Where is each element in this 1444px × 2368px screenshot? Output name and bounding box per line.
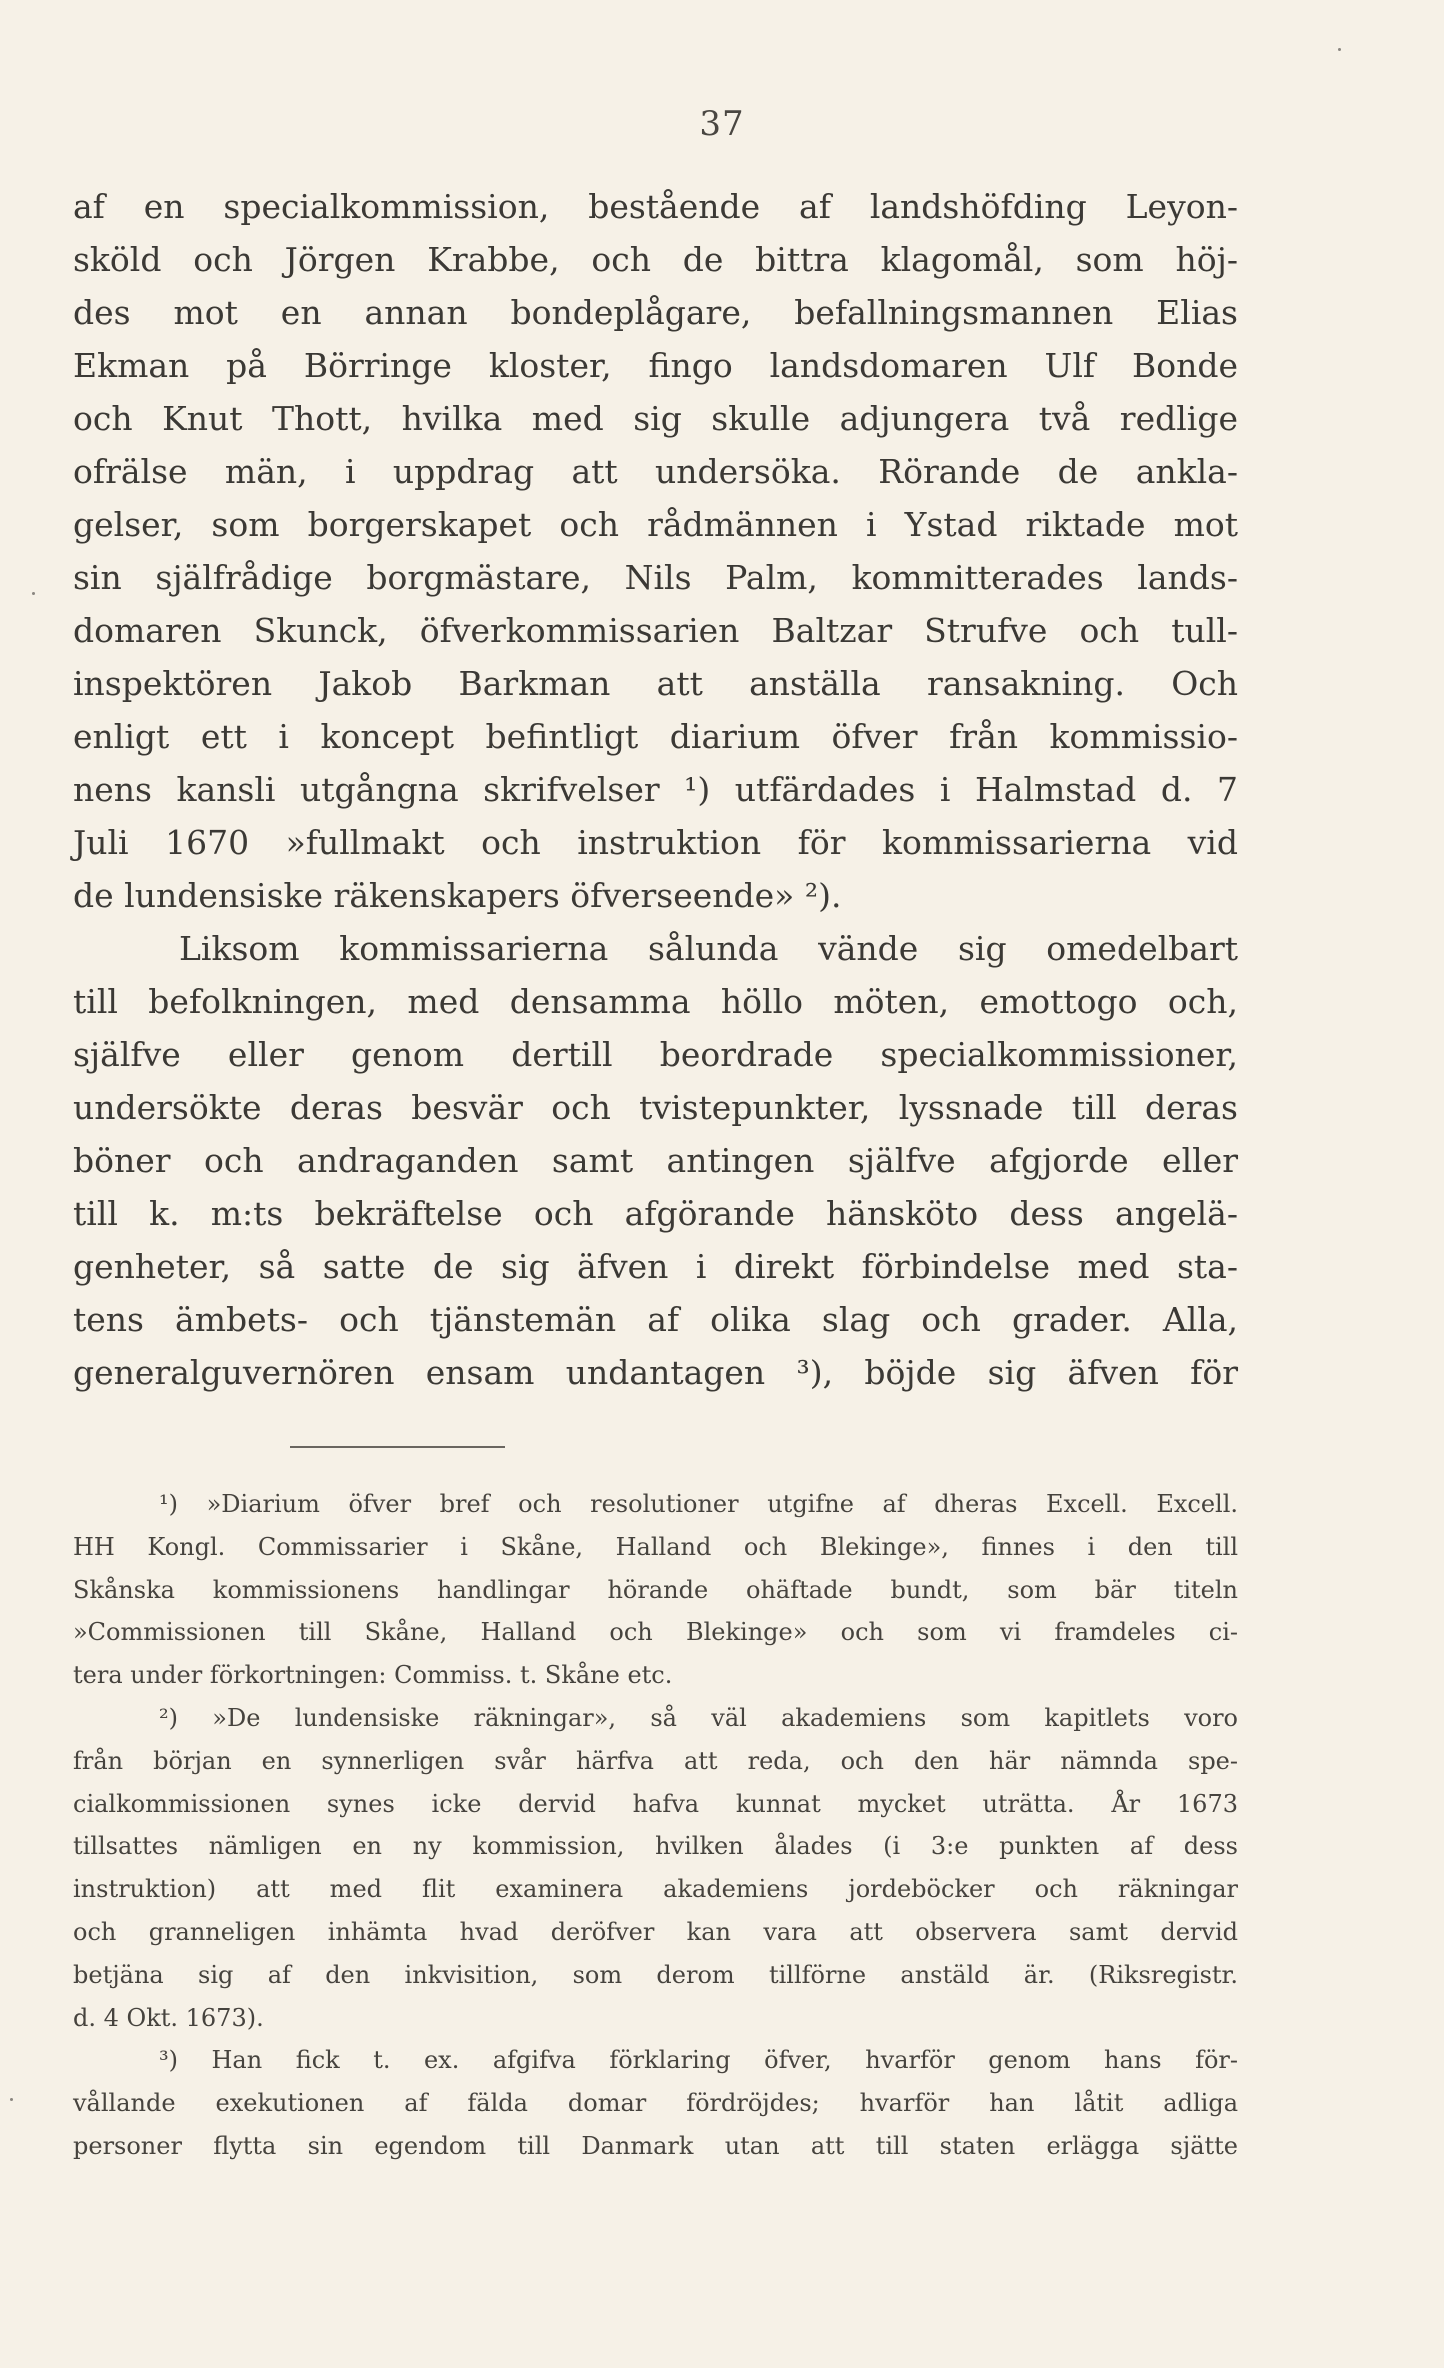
body-line: tens ämbets- och tjänstemän af olika slag och grader. Alla, bbox=[73, 1300, 1238, 1339]
body-line: sköld och Jörgen Krabbe, och de bittra klagomål, som höj- bbox=[73, 240, 1238, 279]
footnote-line: »Commissionen till Skåne, Halland och Blekinge» och som vi framdeles ci- bbox=[73, 1618, 1238, 1647]
body-line: ofrälse män, i uppdrag att undersöka. Rörande de ankla- bbox=[73, 452, 1238, 491]
body-line: de lundensiske räkenskapers öfverseende» ²). bbox=[73, 876, 842, 915]
body-line: Juli 1670 »fullmakt och instruktion för kommissarierna vid bbox=[73, 823, 1238, 862]
footnote-line: ³) Han fick t. ex. afgifva förklaring öfver, hvarför genom hans för- bbox=[159, 2046, 1238, 2075]
print-speck bbox=[32, 592, 35, 595]
footnote-line: d. 4 Okt. 1673). bbox=[73, 2003, 264, 2032]
print-speck bbox=[10, 2098, 13, 2101]
footnote-line: cialkommissionen synes icke dervid hafva kunnat mycket uträtta. År 1673 bbox=[73, 1789, 1238, 1818]
body-line: inspektören Jakob Barkman att anställa ransakning. Och bbox=[73, 664, 1238, 703]
footnote-line: och granneligen inhämta hvad deröfver kan vara att observera samt dervid bbox=[73, 1917, 1238, 1946]
footnote-line: Skånska kommissionens handlingar hörande ohäftade bundt, som bär titeln bbox=[73, 1575, 1238, 1604]
footnote-line: instruktion) att med flit examinera akademiens jordeböcker och räkningar bbox=[73, 1875, 1238, 1904]
body-line: genheter, så satte de sig äfven i direkt förbindelse med sta- bbox=[73, 1247, 1238, 1286]
body-line: generalguvernören ensam undantagen ³), böjde sig äfven för bbox=[73, 1353, 1238, 1392]
body-line: Liksom kommissarierna sålunda vände sig omedelbart bbox=[179, 929, 1238, 968]
body-line: enligt ett i koncept befintligt diarium öfver från kommissio- bbox=[73, 717, 1238, 756]
main-text bbox=[73, 180, 1238, 1399]
body-line: nens kansli utgångna skrifvelser ¹) utfärdades i Halmstad d. 7 bbox=[73, 770, 1238, 809]
body-line: des mot en annan bondeplågare, befallningsmannen Elias bbox=[73, 293, 1238, 332]
print-speck bbox=[1338, 48, 1341, 51]
footnote-line: HH Kongl. Commissarier i Skåne, Halland och Blekinge», finnes i den till bbox=[73, 1532, 1238, 1561]
body-line: själfve eller genom dertill beordrade specialkommissioner, bbox=[73, 1035, 1238, 1074]
footnote-separator bbox=[290, 1446, 505, 1448]
body-line: undersökte deras besvär och tvistepunkter, lyssnade till deras bbox=[73, 1088, 1238, 1127]
footnote-line: vållande exekutionen af fälda domar fördröjdes; hvarför han låtit adliga bbox=[73, 2089, 1238, 2118]
body-line: och Knut Thott, hvilka med sig skulle adjungera två redlige bbox=[73, 399, 1238, 438]
footnote-line: från början en synnerligen svår härfva att reda, och den här nämnda spe- bbox=[73, 1746, 1238, 1775]
body-line: gelser, som borgerskapet och rådmännen i Ystad riktade mot bbox=[73, 505, 1238, 544]
body-line: till k. m:ts bekräftelse och afgörande hänsköto dess angelä- bbox=[73, 1194, 1238, 1233]
footnote-line: tillsattes nämligen en ny kommission, hvilken ålades (i 3:e punkten af dess bbox=[73, 1832, 1238, 1861]
body-line: till befolkningen, med densamma höllo möten, emottogo och, bbox=[73, 982, 1238, 1021]
footnotes bbox=[73, 1483, 1238, 2168]
footnote-line: personer flytta sin egendom till Danmark utan att till staten erlägga sjätte bbox=[73, 2131, 1238, 2160]
footnote-line: ²) »De lundensiske räkningar», så väl akademiens som kapitlets voro bbox=[159, 1703, 1238, 1732]
body-line: sin själfrådige borgmästare, Nils Palm, kommitterades lands- bbox=[73, 558, 1238, 597]
footnote-line: tera under förkortningen: Commiss. t. Skåne etc. bbox=[73, 1661, 673, 1690]
body-line: domaren Skunck, öfverkommissarien Baltzar Strufve och tull- bbox=[73, 611, 1238, 650]
body-line: af en specialkommission, bestående af landshöfding Leyon- bbox=[73, 187, 1238, 226]
body-line: Ekman på Börringe kloster, fingo landsdomaren Ulf Bonde bbox=[73, 346, 1238, 385]
body-line: böner och andraganden samt antingen själfve afgjorde eller bbox=[73, 1141, 1238, 1180]
footnote-line: betjäna sig af den inkvisition, som derom tillförne anstäld är. (Riksregistr. bbox=[73, 1960, 1238, 1989]
page-number: 37 bbox=[699, 104, 745, 144]
footnote-line: ¹) »Diarium öfver bref och resolutioner utgifne af dheras Excell. Excell. bbox=[159, 1490, 1238, 1518]
